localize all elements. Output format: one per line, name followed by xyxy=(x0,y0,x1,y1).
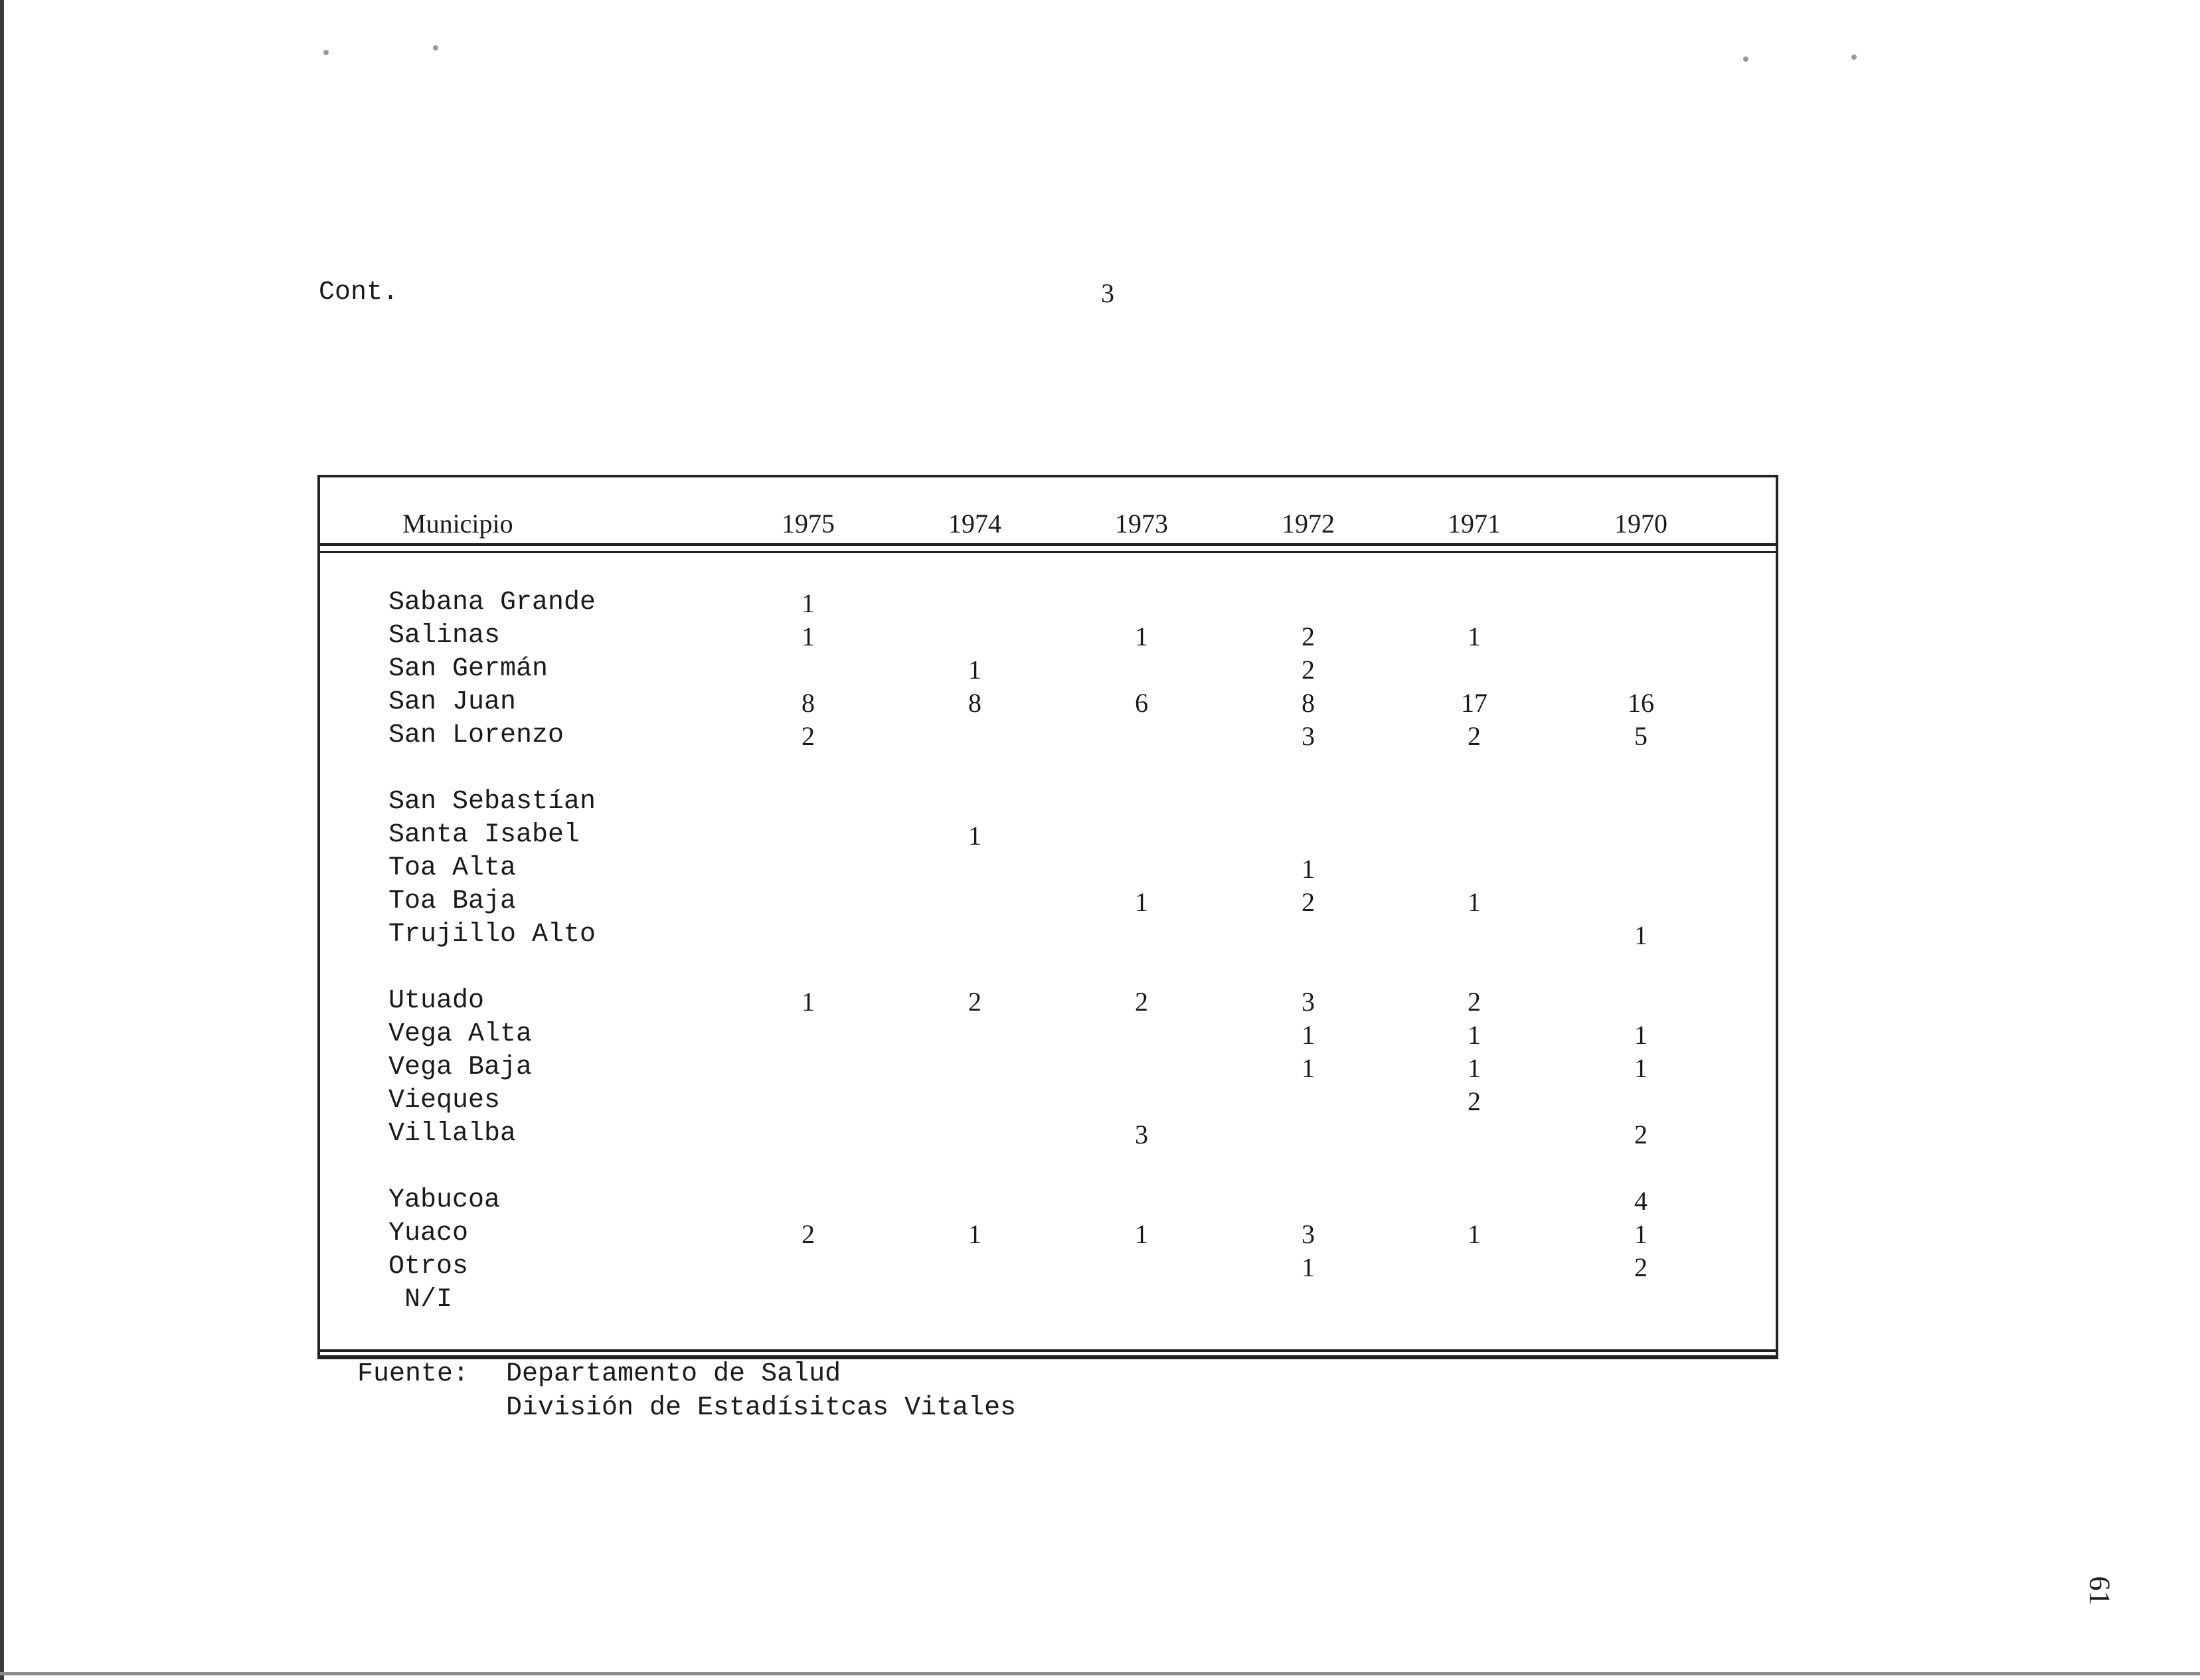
value-cell: 1 xyxy=(1135,622,1148,651)
table-row xyxy=(0,720,2200,754)
municipio-cell: Villalba xyxy=(388,1119,517,1149)
value-cell: 1 xyxy=(968,655,981,685)
value-cell: 1 xyxy=(1302,854,1315,884)
value-cell: 1 xyxy=(1468,1020,1481,1050)
value-cell: 8 xyxy=(1302,688,1315,718)
municipio-cell: San Germán xyxy=(388,654,549,684)
table-row xyxy=(0,820,2200,853)
source-label: Fuente: xyxy=(357,1359,469,1389)
value-cell: 1 xyxy=(1135,887,1148,917)
value-cell: 1 xyxy=(968,821,981,851)
value-cell: 1 xyxy=(1468,622,1481,651)
value-cell: 1 xyxy=(1302,1020,1315,1050)
value-cell: 2 xyxy=(1634,1120,1648,1149)
municipio-cell: Toa Baja xyxy=(388,886,517,916)
column-header-municipio: Municipio xyxy=(402,509,513,539)
value-cell: 1 xyxy=(1302,1252,1315,1282)
value-cell: 1 xyxy=(1634,920,1648,950)
table-row xyxy=(0,853,2200,886)
table-row xyxy=(0,1019,2200,1052)
municipio-cell: Santa Isabel xyxy=(388,820,580,850)
page-reference: 3 xyxy=(1101,278,1114,308)
scan-speck xyxy=(1851,54,1857,60)
source-line-2: División de Estadísitcas Vitales xyxy=(506,1393,1017,1423)
value-cell: 1 xyxy=(1634,1020,1648,1050)
column-header-1975: 1975 xyxy=(782,509,835,539)
scan-speck xyxy=(433,45,438,50)
table-row xyxy=(0,687,2200,720)
value-cell: 3 xyxy=(1302,987,1315,1017)
column-header-1974: 1974 xyxy=(948,509,1001,539)
municipio-cell: Toa Alta xyxy=(388,853,517,883)
value-cell: 2 xyxy=(802,721,815,751)
table-row xyxy=(0,886,2200,920)
value-cell: 1 xyxy=(1468,1219,1481,1249)
value-cell: 1 xyxy=(1634,1219,1648,1249)
table-row xyxy=(0,1086,2200,1119)
municipio-cell: Salinas xyxy=(388,621,501,651)
value-cell: 1 xyxy=(802,622,815,651)
value-cell: 1 xyxy=(1468,1053,1481,1083)
value-cell: 2 xyxy=(1135,987,1148,1017)
municipio-cell: San Juan xyxy=(388,687,517,717)
table-row xyxy=(0,621,2200,654)
municipio-cell: Yabucoa xyxy=(388,1185,501,1215)
table-row xyxy=(0,1285,2200,1318)
value-cell: 8 xyxy=(802,688,815,718)
table-row xyxy=(0,1218,2200,1252)
value-cell: 2 xyxy=(1302,887,1315,917)
table-row xyxy=(0,654,2200,687)
value-cell: 1 xyxy=(1135,1219,1148,1249)
column-header-1971: 1971 xyxy=(1448,509,1501,539)
value-cell: 2 xyxy=(802,1219,815,1249)
value-cell: 1 xyxy=(802,588,815,618)
value-cell: 2 xyxy=(1634,1252,1648,1282)
value-cell: 5 xyxy=(1634,721,1648,751)
municipio-cell: N/I xyxy=(388,1285,453,1315)
municipio-cell: Sabana Grande xyxy=(388,588,596,618)
page-number: 61 xyxy=(2083,1576,2116,1606)
municipio-cell: Vieques xyxy=(388,1086,501,1116)
value-cell: 2 xyxy=(1302,655,1315,685)
value-cell: 1 xyxy=(1634,1053,1648,1083)
column-header-1973: 1973 xyxy=(1115,509,1168,539)
column-header-1970: 1970 xyxy=(1614,509,1667,539)
continued-label: Cont. xyxy=(319,278,399,307)
table-row xyxy=(0,1052,2200,1086)
value-cell: 1 xyxy=(1468,887,1481,917)
value-cell: 8 xyxy=(968,688,981,718)
header-rule xyxy=(317,543,1778,546)
value-cell: 3 xyxy=(1302,721,1315,751)
municipio-cell: Yuaco xyxy=(388,1218,469,1248)
value-cell: 2 xyxy=(968,987,981,1017)
page-edge-bottom xyxy=(0,1672,2200,1675)
table-row xyxy=(0,1252,2200,1285)
value-cell: 16 xyxy=(1628,688,1654,718)
value-cell: 2 xyxy=(1468,721,1481,751)
scan-speck xyxy=(323,50,329,55)
column-header-1972: 1972 xyxy=(1282,509,1335,539)
value-cell: 2 xyxy=(1302,622,1315,651)
municipio-cell: San Lorenzo xyxy=(388,720,564,750)
value-cell: 1 xyxy=(968,1219,981,1249)
value-cell: 1 xyxy=(1302,1053,1315,1083)
table-row xyxy=(0,986,2200,1019)
source-line-1: Departamento de Salud xyxy=(506,1359,841,1389)
municipio-cell: San Sebastían xyxy=(388,787,596,817)
table-row xyxy=(0,1119,2200,1152)
value-cell: 2 xyxy=(1468,987,1481,1017)
value-cell: 3 xyxy=(1135,1120,1148,1149)
value-cell: 3 xyxy=(1302,1219,1315,1249)
municipio-cell: Vega Alta xyxy=(388,1019,533,1049)
municipio-cell: Utuado xyxy=(388,986,485,1016)
value-cell: 1 xyxy=(802,987,815,1017)
municipio-cell: Vega Baja xyxy=(388,1052,533,1082)
header-rule xyxy=(317,551,1778,553)
table-row xyxy=(0,1185,2200,1218)
footer-rule xyxy=(317,1349,1778,1352)
municipio-cell: Otros xyxy=(388,1252,469,1282)
value-cell: 4 xyxy=(1634,1186,1648,1216)
value-cell: 6 xyxy=(1135,688,1148,718)
value-cell: 17 xyxy=(1461,688,1487,718)
municipio-cell: Trujillo Alto xyxy=(388,920,596,950)
table-row xyxy=(0,787,2200,820)
table-row xyxy=(0,588,2200,621)
scan-speck xyxy=(1743,56,1748,62)
table-row xyxy=(0,920,2200,953)
value-cell: 2 xyxy=(1468,1086,1481,1116)
